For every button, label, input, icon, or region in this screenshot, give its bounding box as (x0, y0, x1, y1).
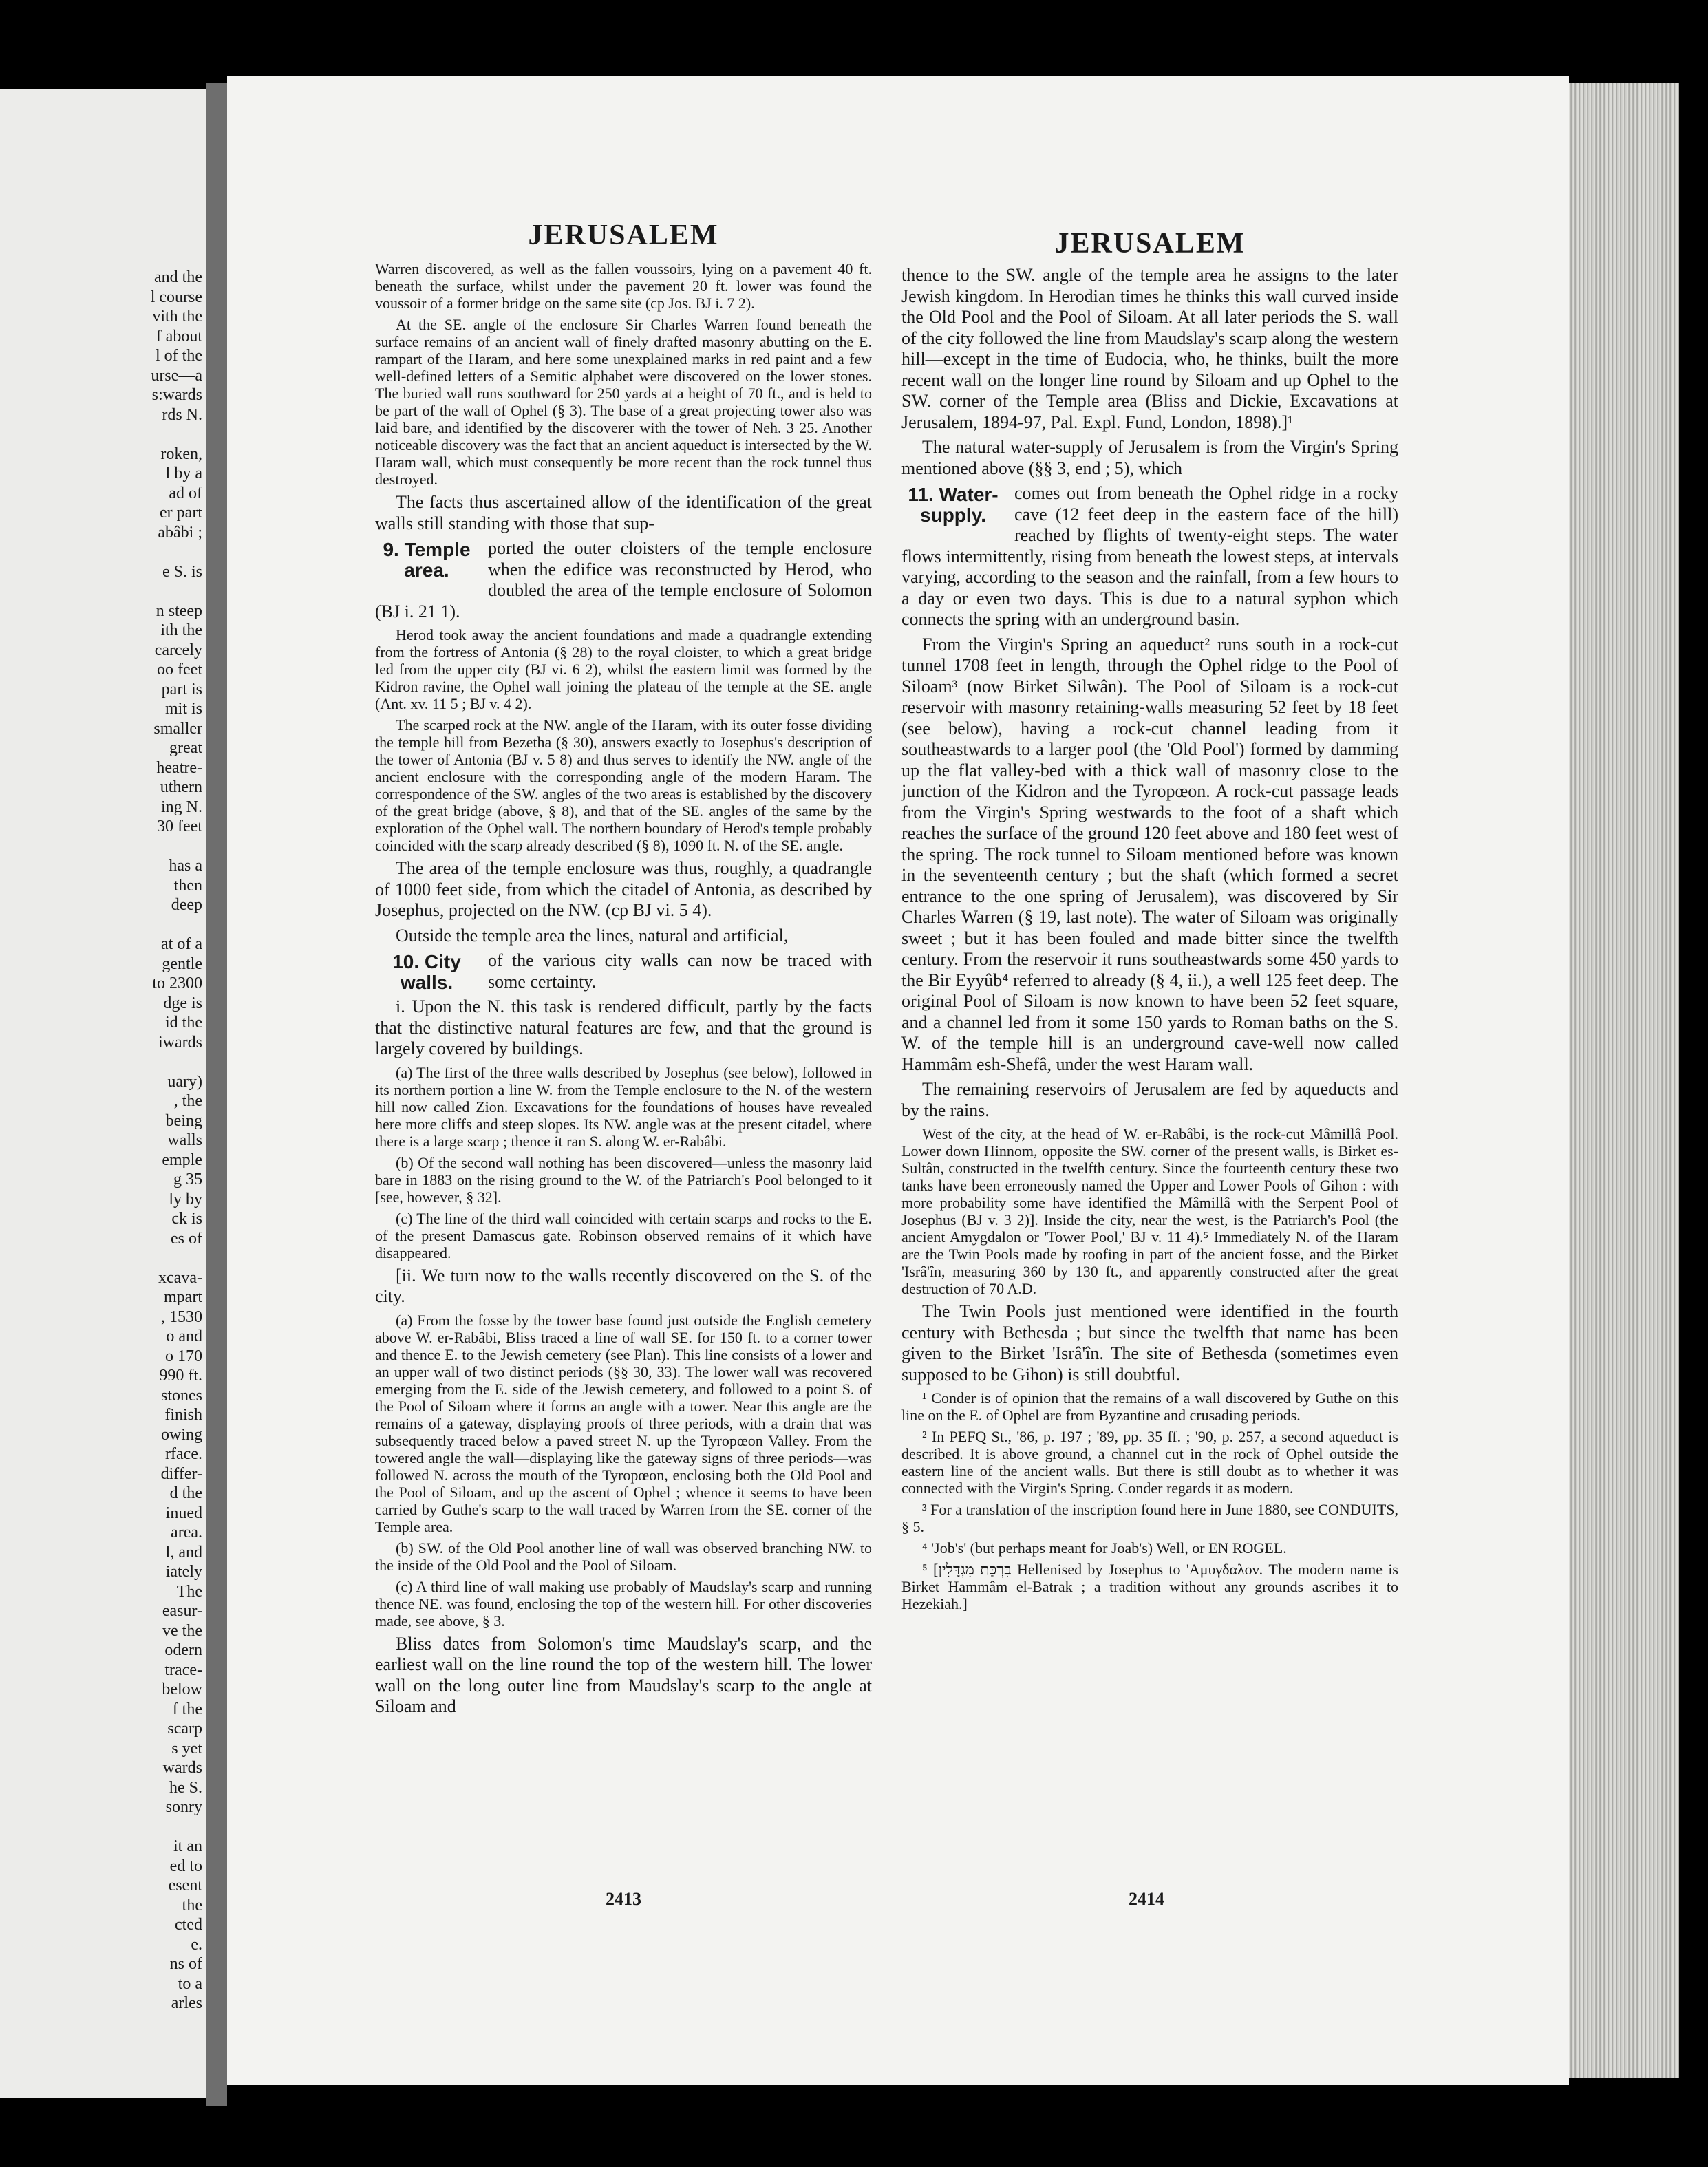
paragraph: West of the city, at the head of W. er-Rabâbi, is the rock-cut Mâmillâ Pool. Lower down Hinnom, opposite the SW. corner of the present walls, is Birket es-Sultân, constructed in the twelfth century. Since the fourteenth century these two tanks have been erroneously named the Upper and Lower Pools of Gihon : with more probability some have identified the Mâmillâ with the Serpent Pool of Josephus (BJ v. 3 2)]. Inside the city, near the west, is the Patriarch's Pool (the ancient Amygdalon or 'Tower Pool,' BJ v. 11 4).⁵ Immediately N. of the Haram are the Twin Pools made by roofing in part of the ancient fosse, and the Birket 'Isrâ'în, measuring 360 by 130 ft., and apparently constructed after the great destruction of 70 A.D. (901, 1125, 1398, 1297)
paragraph: The remaining reservoirs of Jerusalem are fed by aqueducts and by the rains. (901, 1079, 1398, 1120)
prev-page-line: cted (175, 1916, 202, 1934)
prev-page-line: oo feet (157, 661, 202, 679)
paragraph: thence to the SW. angle of the temple area he assigns to the later Jewish kingdom. In Herodian times he thinks this wall curved inside the Old Pool and the Pool of Siloam. At all later periods the S. wall of the city followed the line from Maudslay's scarp along the western hill—except in the time of Eudocia, who, he thinks, built the more recent wall on the longer line round by Siloam and up Ophel to the SW. corner of the Temple area (Bliss and Dickie, Excavations at Jerusalem, 1894-97, Pal. Expl. Fund, London, 1898).]¹ (901, 265, 1398, 432)
prev-page-line: abâbi ; (158, 523, 202, 542)
prev-page-line: f about (156, 327, 202, 345)
prev-page-line: being (165, 1111, 202, 1130)
prev-page-line: ing N. (161, 798, 202, 816)
prev-page-line: urse—a (151, 366, 202, 385)
prev-page-line: l course (150, 288, 202, 306)
prev-page-line: s yet (171, 1739, 202, 1758)
prev-page-line: ed to (169, 1857, 202, 1875)
prev-page-line: at of a (161, 935, 202, 953)
paragraph: comes out from beneath the Ophel ridge in a rocky cave (12 feet deep in the eastern face of the hill) reached by flights of twenty-eight steps. The water flows intermittently, rising from beneath the lowest steps, at intervals varying, according to the season and the rainfall, from a few hours to a day or even two days. This is due to a natural syphon which connects the spring with an underground basin. (901, 483, 1398, 629)
prev-page-line: rface. (165, 1445, 202, 1463)
prev-page-line: f the (172, 1700, 202, 1718)
prev-page-line: heatre- (156, 758, 202, 777)
prev-page-line: e S. is (162, 562, 202, 581)
paragraph: of the various city walls can now be traced with some certainty. (488, 950, 872, 992)
paragraph: (b) Of the second wall nothing has been discovered—unless the masonry laid bare in 1883 on the rising ground to the W. of the Patriarch's Pool belonged to it [see, however, § 32]. (375, 1153, 872, 1206)
prev-page-line: iwards (158, 1033, 202, 1052)
footnote: ² In PEFQ St., '86, p. 197 ; '89, pp. 35 ff. ; '90, p. 257, a second aqueduct is described. It is above ground, a channel cut in the rock of Ophel outside the eastern line of the ancient walls. But there is still doubt as to whether it was connected with the Virgin's Spring. Conder regards it as modern. (901, 1428, 1398, 1497)
prev-page-line: dge is (163, 994, 202, 1012)
prev-page-line: has a (169, 857, 202, 875)
prev-page-line: e. (191, 1935, 202, 1954)
paragraph: Warren discovered, as well as the fallen voussoirs, lying on a pavement 40 ft. beneath the surface, whilst under the pavement 20 ft. lower was found the voussoir of a former bridge on the same site (cp Jos. BJ i. 7 2). (375, 260, 872, 312)
prev-page-line: es of (171, 1229, 202, 1248)
paragraph: (c) A third line of wall making use probably of Maudslay's scarp and running thence NE. was found, enclosing the top of the western hill. For other discoveries made, see above, § 3. (375, 1577, 872, 1630)
prev-page-line: the (182, 1896, 202, 1914)
prev-page-line: d the (169, 1484, 202, 1502)
footnote: ³ For a translation of the inscription found here in June 1880, see CONDUITS, § 5. (901, 1501, 1398, 1535)
prev-page-line: deep (171, 896, 202, 914)
prev-page-line: odern (164, 1641, 202, 1659)
prev-page-line: o and (166, 1327, 202, 1345)
prev-page-line: walls (167, 1131, 202, 1149)
prev-page-line: uary) (167, 1072, 202, 1091)
prev-page-line: uthern (160, 778, 202, 796)
prev-page-line: trace- (164, 1661, 202, 1679)
paragraph: [ii. We turn now to the walls recently discovered on the S. of the city. (375, 1265, 872, 1306)
prev-page-line: l of the (156, 347, 202, 365)
prev-page-line: g 35 (173, 1171, 202, 1188)
right-column (901, 265, 1398, 1616)
left-column (375, 260, 872, 1722)
prev-page-line: part is (161, 680, 202, 698)
prev-page-line: gentle (162, 954, 202, 973)
prev-page-line: arles (171, 1994, 202, 2012)
prev-page-line: xcava- (158, 1268, 202, 1287)
prev-page-line: The (176, 1582, 202, 1601)
section-heading-city-walls: 10. City walls. (392, 951, 461, 993)
previous-page-edge (0, 89, 206, 2098)
paragraph: Bliss dates from Solomon's time Maudslay's scarp, and the earliest wall on the line round the top of the western hill. The lower wall on the long outer line from Maudslay's scarp to the angle at Siloam and (375, 1633, 872, 1716)
prev-page-line: to a (178, 1974, 202, 1993)
prev-page-line: n steep (156, 601, 202, 620)
prev-page-line: stones (161, 1386, 202, 1405)
prev-page-line: ck is (171, 1210, 202, 1228)
prev-page-line: roken, (160, 445, 202, 463)
prev-page-line: l, and (165, 1543, 202, 1561)
book-gutter (206, 83, 227, 2106)
page-number-left: 2413 (606, 1889, 641, 1909)
prev-page-line: vith the (152, 308, 202, 325)
prev-page-line: rds N. (162, 405, 202, 424)
prev-page-line: easur- (162, 1602, 202, 1620)
prev-page-line: mit is (164, 700, 202, 718)
paragraph: From the Virgin's Spring an aqueduct² runs south in a rock-cut tunnel 1708 feet in length, through the Ophel ridge to the Pool of Siloam³ (now Birket Silwân). The Pool of Siloam is a rock-cut reservoir with masonry retaining-walls measuring 52 feet by 18 feet (see below), having a rock-cut channel leading from it southeastwards to a larger pool (the 'Old Pool') formed by damming up the flat valley-bed with a thick wall of masonry close to the junction of the Kidron and the Tyropœon. A rock-cut passage leads from the Virgin's Spring westwards to the foot of a shaft which reaches the surface of the ground 120 feet above and 180 feet west of the spring. The rock tunnel to Siloam mentioned before was known in the seventeenth century ; but the shaft (which formed a secret entrance to the one spring of Jerusalem), was discovered by Sir Charles Warren (§ 19, last note). The water of Siloam was originally sweet ; but it has been fouled and made bitter since the twelfth century. From the reservoir it runs southeastwards some 450 yards to the Bir Eyyûb⁴ referred to already (§ 4, ii.), a well 125 feet deep. The original Pool of Siloam is now known to have been 52 feet square, and a channel led from it some 150 yards to Roman baths on the S. W. of the temple hill is an underground cave-well now called Hammâm esh-Shefâ, under the west Haram wall. (901, 634, 1398, 1074)
paragraph: (b) SW. of the Old Pool another line of wall was observed branching NW. to the inside of the Old Pool and the Pool of Siloam. (375, 1539, 872, 1574)
prev-page-line: to 2300 (152, 974, 202, 992)
right-page-header: JERUSALEM (1054, 228, 1246, 259)
prev-page-line: he S. (169, 1778, 202, 1797)
paragraph: The scarped rock at the NW. angle of the Haram, with its outer fosse dividing the temple hill from Bezetha (§ 30), answers exactly to Josephus's description of the tower of Antonia (BJ v. 5 8) and thus serves to identify the NW. angle of the ancient enclosure with the corresponding angle of the modern Haram. The correspondence of the SW. angles of the two areas is established by the discovery of the great bridge (above, § 8), and that of the SE. angles of the same by the exploration of the Ophel wall. The northern boundary of Herod's temple probably coincided with the scarp already described (§ 8), 1090 ft. N. of the SE. angle. (375, 716, 872, 854)
prev-page-line: mpart (164, 1288, 202, 1306)
prev-page-line: ve the (162, 1621, 202, 1640)
page-edges (1569, 83, 1679, 2078)
prev-page-line: then (173, 876, 202, 895)
prev-page-line: , 1530 (161, 1307, 202, 1326)
prev-page-line: emple (162, 1151, 202, 1169)
paragraph: The facts thus ascertained allow of the identification of the great walls still standing with those that sup- (375, 492, 872, 533)
prev-page-line: finish (164, 1406, 202, 1424)
paragraph: i. Upon the N. this task is rendered difficult, partly by the facts that the distinctive natural features are few, and that the ground is largely covered by buildings. (375, 996, 872, 1058)
section-heading-water-supply: 11. Water- supply. (908, 484, 999, 526)
paragraph: (a) From the fosse by the tower base found just outside the English cemetery above W. er-Rabâbi, Bliss traced a line of wall SE. for 150 ft. to a corner tower and thence E. to the Jewish cemetery (see Plan). This line consists of a lower and an upper wall of two distinct periods (§§ 30, 33). The lower wall was recovered emerging from the E. side of the Jewish cemetery, and followed to a point S. of the Pool of Siloam where it forms an angle with a tower. Near this angle are the remains of a gateway, displaying proofs of three periods, with a drain that was subsequently traced below a paved street N. up the Tyropœon Valley. From the towered angle the wall—displaying like the gateway signs of three periods—was followed N. across the mouth of the Tyropœon, enclosing both the Old Pool and the Pool of Siloam, and up the ascent of Ophel ; whence it seems to have been carried by Guthe's scarp to the wall traced by Warren from the SE. corner of the Temple area. (375, 1311, 872, 1535)
prev-page-line: ly by (169, 1190, 202, 1208)
prev-page-line: owing (161, 1425, 202, 1444)
prev-page-line: inued (165, 1504, 202, 1522)
footnote: ¹ Conder is of opinion that the remains of a wall discovered by Guthe on this line on the E. of Ophel are from Byzantine and crusading periods. (901, 1389, 1398, 1424)
prev-page-line: 990 ft. (159, 1367, 202, 1385)
prev-page-line: great (169, 739, 202, 757)
prev-page-line: ns of (169, 1955, 202, 1973)
paragraph: Herod took away the ancient foundations and made a quadrangle extending from the fortress of Antonia (§ 28) to the royal cloister, to which a great bridge led from the upper city (BJ vi. 6 2), whilst the eastern limit was formed by the Kidron ravine, the Ophel wall joining the plateau of the temple at the SE. angle (Ant. xv. 11 5 ; BJ v. 4 2). (375, 626, 872, 712)
prev-page-line: smaller (153, 719, 202, 738)
prev-page-line: area. (171, 1524, 202, 1541)
prev-page-line: differ- (160, 1464, 202, 1483)
prev-page-line: iately (165, 1563, 202, 1581)
prev-page-line: it an (173, 1837, 202, 1855)
prev-page-line: , the (173, 1092, 202, 1110)
prev-page-line: below (162, 1680, 202, 1698)
left-page-header: JERUSALEM (528, 220, 719, 251)
paragraph: ported the outer cloisters of the temple enclosure when the edifice was reconstructed by Herod, who doubled the area of the temple enclosure of Solomon (BJ i. 21 1). (375, 538, 872, 621)
paragraph: (a) The first of the three walls described by Josephus (see below), followed in its northern portion a line W. from the Temple enclosure to the N. of the western hill now called Zion. Excavations for the foundations of houses have revealed here more cliffs and steep slopes. Its NW. angle was at the present citadel, where there is a large scarp ; thence it ran S. along W. er-Rabâbi. (375, 1063, 872, 1150)
footnote: ⁵ [בִּרְכַּת מִגְדָּלִין Hellenised by Josephus to 'Αμυγδαλον. The modern name is Birket Hammâm el-Batrak ; a tradition without any grounds ascribes it to Hezekiah.] (901, 1561, 1398, 1612)
prev-page-line: ith the (160, 621, 202, 639)
prev-page-line: o 170 (165, 1347, 202, 1365)
prev-page-line: s:wards (151, 386, 202, 404)
prev-page-line: sonry (165, 1798, 202, 1816)
prev-page-line: l by a (165, 465, 202, 482)
prev-page-line: wards (162, 1759, 202, 1777)
paragraph: At the SE. angle of the enclosure Sir Charles Warren found beneath the surface remains of an ancient wall of finely drafted masonry abutting on the E. rampart of the Haram, and here some unexplained marks in red paint and a few well-defined letters of a Semitic alphabet were discovered on the lower stones. The buried wall runs southward for 250 yards at a height of 70 ft., and is held to be part of the wall of Ophel (§ 3). The base of a great projecting tower also was laid bare, and identified by the discoverer with the tower of Neh. 3 25. Another noticeable discovery was the fact that an ancient aqueduct is intersected by the W. Haram wall, which must consequently be more recent than the rock tunnel thus destroyed. (375, 316, 872, 488)
paragraph: (c) The line of the third wall coincided with certain scarps and rocks to the E. of the present Damascus gate. Robinson observed remains of it which have disappeared. (375, 1209, 872, 1261)
prev-page-line: carcely (154, 641, 202, 659)
prev-page-line: 30 feet (157, 818, 202, 835)
section-heading-temple-area: 9. Temple area. (383, 539, 471, 581)
prev-page-line: id the (165, 1014, 202, 1032)
page-number-right: 2414 (1129, 1889, 1164, 1909)
prev-page-line: ad of (169, 484, 202, 502)
prev-page-line: scarp (167, 1720, 202, 1738)
prev-page-line: esent (168, 1877, 202, 1894)
footnote: ⁴ 'Job's' (but perhaps meant for Joab's) Well, or EN ROGEL. (922, 1539, 1287, 1557)
paragraph: The Twin Pools just mentioned were identified in the fourth century with Bethesda ; but since the twelfth that name has been given to the Birket 'Isrâ'în. The site of Bethesda (sometimes even supposed to be Gihon) is still doubtful. (901, 1301, 1398, 1385)
prev-page-line: and the (154, 268, 202, 286)
paragraph: The natural water-supply of Jerusalem is from the Virgin's Spring mentioned above (§§ 3, end ; 5), which (901, 437, 1398, 478)
paragraph: Outside the temple area the lines, natural and artificial, (396, 925, 789, 946)
prev-page-line: er part (160, 504, 202, 522)
paragraph: The area of the temple enclosure was thus, roughly, a quadrangle of 1000 feet side, from which the citadel of Antonia, as described by Josephus, projected on the NW. (cp BJ vi. 5 4). (375, 858, 872, 920)
